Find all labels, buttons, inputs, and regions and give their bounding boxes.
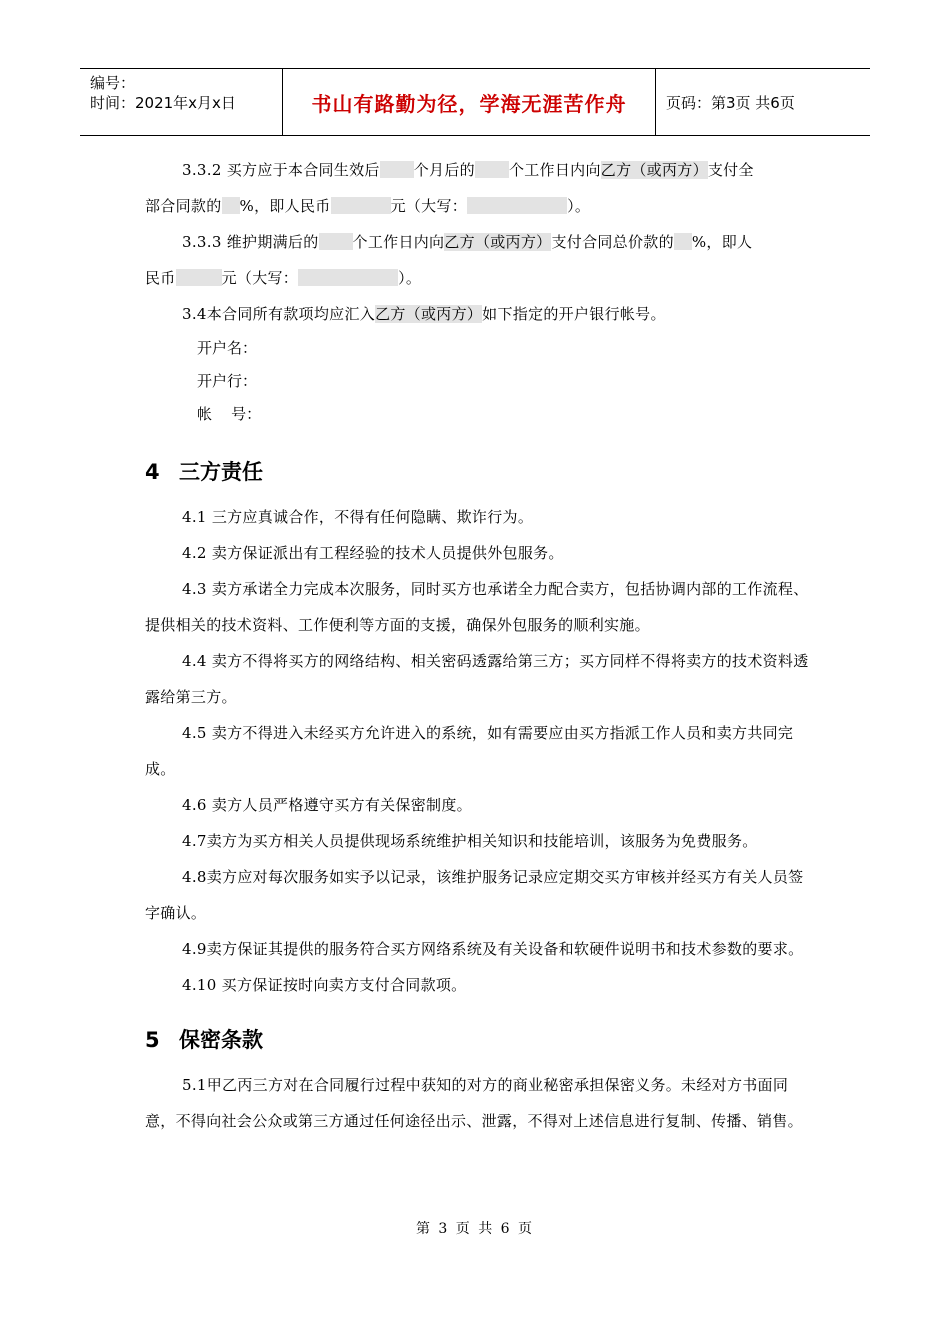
header-page-label: 页码：第3页 共6页 xyxy=(666,93,795,112)
text-run: 个月后的 xyxy=(413,161,475,179)
blank-field xyxy=(475,161,509,178)
text-run: 个工作日内向 xyxy=(508,161,601,179)
clause-4-8: 4.8卖方应对每次服务如实予以记录，该维护服务记录应定期交买方审核并经买方有关人员签字确认。 xyxy=(145,868,804,922)
page-footer: 第 3 页 共 6 页 xyxy=(415,1221,535,1237)
text-run: %，即人民币 xyxy=(239,197,331,215)
header-meta xyxy=(80,69,282,135)
section-5-heading xyxy=(145,1023,815,1057)
clause-4-9: 4.9卖方保证其提供的服务符合买方网络系统及有关设备和软硬件说明书和技术参数的要求。 xyxy=(182,940,804,958)
section-title: 三方责任 xyxy=(179,460,263,484)
account-bank-label: 开户行： xyxy=(197,372,258,390)
party-highlight: 乙方（或丙方） xyxy=(375,305,483,323)
clause-4-3: 4.3 卖方承诺全力完成本次服务，同时买方也承诺全力配合卖方，包括协调内部的工作流程、提供相关的技术资料、工作便利等方面的支援，确保外包服务的顺利实施。 xyxy=(145,580,809,634)
clause-4-5: 4.5 卖方不得进入未经买方允许进入的系统，如有需要应由买方指派工作人员和卖方共同完成。 xyxy=(145,724,794,778)
text-run: 民币 xyxy=(145,269,176,287)
account-number-label: 帐 号： xyxy=(197,405,262,423)
clause-5-1: 5.1甲乙丙三方对在合同履行过程中获知的对方的商业秘密承担保密义务。未经对方书面同意，不得向社会公众或第三方通过任何途径出示、泄露，不得对上述信息进行复制、传播、销售。 xyxy=(145,1076,803,1130)
clause-4-2: 4.2 卖方保证派出有工程经验的技术人员提供外包服务。 xyxy=(182,544,564,562)
blank-field xyxy=(319,233,353,250)
text-run: ）。 xyxy=(567,197,591,215)
text-run: 部合同款的 xyxy=(145,197,222,215)
document-body xyxy=(145,152,815,1139)
clause-4-10: 4.10 买方保证按时向卖方支付合同款项。 xyxy=(182,976,467,994)
text-run: ）。 xyxy=(398,269,422,287)
clause-4-1: 4.1 三方应真诚合作，不得有任何隐瞒、欺诈行为。 xyxy=(182,508,534,526)
section-4-heading xyxy=(145,455,815,489)
clause-4-6: 4.6 卖方人员严格遵守买方有关保密制度。 xyxy=(182,796,472,814)
text-run: 支付全 xyxy=(707,161,754,179)
blank-field xyxy=(331,197,391,214)
text-run: 个工作日内向 xyxy=(352,233,445,251)
text-run: 如下指定的开户银行帐号。 xyxy=(482,305,666,323)
text-run: 3.3.3 维护期满后的 xyxy=(182,233,319,251)
text-run: 元（大写： xyxy=(221,269,299,287)
clause-3-3-2 xyxy=(145,152,815,224)
text-run: 支付合同总价款的 xyxy=(551,233,674,251)
header-motto: 书山有路勤为径，学海无涯苦作舟 xyxy=(282,69,656,135)
doc-date-label: 时间：2021年x月x日 xyxy=(90,94,236,112)
blank-field xyxy=(467,197,567,214)
section-number: 5 xyxy=(145,1028,160,1052)
blank-field xyxy=(674,233,692,250)
text-run: 3.4本合同所有款项均应汇入 xyxy=(182,305,376,323)
text-run: %，即人 xyxy=(691,233,753,251)
blank-field xyxy=(298,269,398,286)
section-title: 保密条款 xyxy=(179,1028,263,1052)
text-run: 3.3.2 买方应于本合同生效后 xyxy=(182,161,380,179)
clause-4-7: 4.7卖方为买方相关人员提供现场系统维护相关知识和技能培训，该服务为免费服务。 xyxy=(182,832,758,850)
page-header xyxy=(80,68,870,136)
party-highlight: 乙方（或丙方） xyxy=(444,233,552,251)
blank-field xyxy=(176,269,222,286)
text-run: 元（大写： xyxy=(390,197,468,215)
doc-number-label: 编号： xyxy=(90,74,136,92)
blank-field xyxy=(380,161,414,178)
clause-3-3-3 xyxy=(145,224,815,296)
clause-3-4 xyxy=(145,296,815,332)
account-name-label: 开户名： xyxy=(197,339,258,357)
blank-field xyxy=(222,197,240,214)
party-highlight: 乙方（或丙方） xyxy=(600,161,708,179)
section-number: 4 xyxy=(145,460,160,484)
clause-4-4: 4.4 卖方不得将买方的网络结构、相关密码透露给第三方；买方同样不得将卖方的技术资料透露给第三方。 xyxy=(145,652,809,706)
